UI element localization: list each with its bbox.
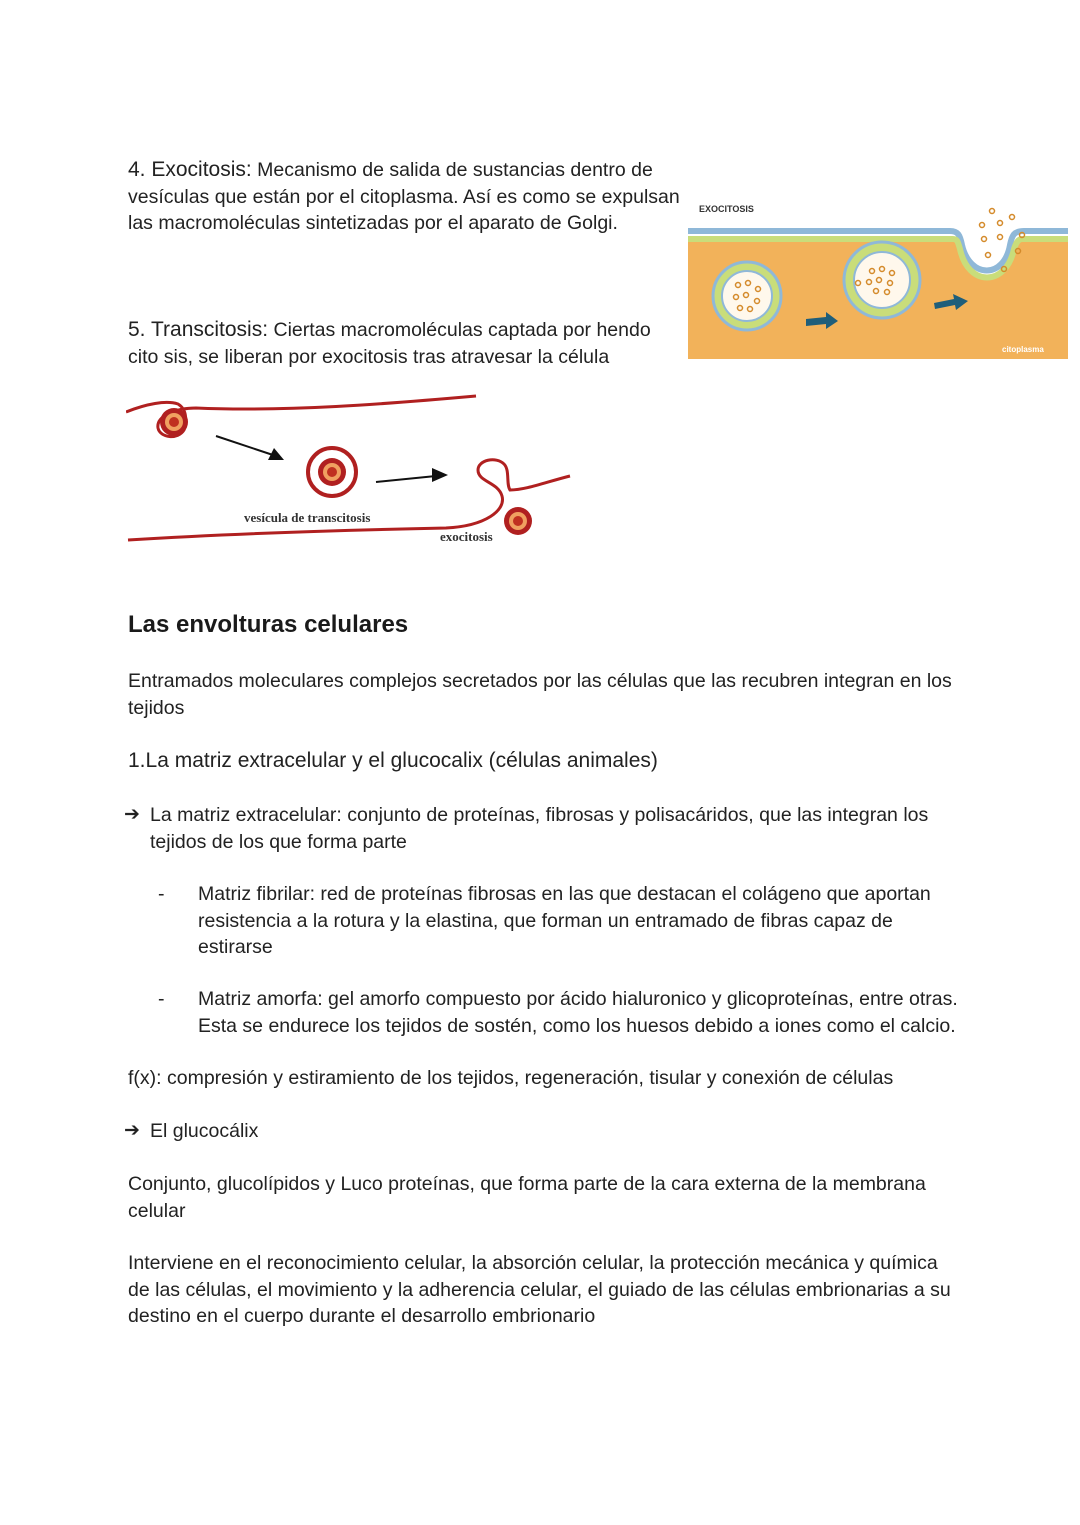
exocytosis-figure [688,195,1068,361]
arrow-bullet-icon: ➔ [124,1120,140,1141]
dash-marker: - [158,883,165,905]
bullet-glyco-text: El glucocálix [150,1120,259,1142]
vesicle-label: vesícula de transcitosis [244,510,371,525]
dash-fibrilar-text: Matriz fibrilar: red de proteínas fibrosas en las que destacan el colágeno que aportan resistencia a la rotura y la elastina, que forman un entramado de fibras capaz de estirarse [198,883,931,958]
arrow-bullet-icon: ➔ [124,804,140,825]
bullet-glyco [124,1118,954,1145]
transcytosis-vesicle [308,448,356,496]
particle-icon [504,507,532,535]
exocytosis-paragraph [128,157,680,237]
glyco-roles: Interviene en el reconocimiento celular, la absorción celular, la protección mecánica y química de las células, el movimiento y la adherencia celular, el guiado de las células embrionarias a su destino en el cuerpo durante el desarrollo embrionario [128,1252,951,1327]
exocytosis-lead: 4. Exocitosis: [128,158,252,181]
exocytosis-text: Mecanismo de salida de sustancias dentro de vesículas que están por el citoplasma. Así es como se expulsan las macromoléculas sintetizadas por el aparato de Golgi. [128,159,680,234]
exocytosis-figure-title: EXOCITOSIS [699,204,754,214]
transcytosis-text: Ciertas macromoléculas captada por hendo cito sis, se liberan por exocitosis tras atravesar la célula [128,319,651,368]
section-subtitle: 1.La matriz extracelular y el glucocalix (células animales) [128,749,658,772]
section-intro: Entramados moleculares complejos secretados por las células que las recubren integran en los tejidos [128,670,952,719]
exocytosis-label: exocitosis [440,529,493,544]
transcytosis-paragraph [128,317,680,370]
particle-icon [160,408,188,436]
bullet-matrix [124,802,954,855]
dash-amorfa-text: Matriz amorfa: gel amorfo compuesto por ácido hialuronico y glicoproteínas, entre otras. Esta se endurece los tejidos de sostén, como los huesos debido a iones como el calcio. [198,988,958,1037]
section-title: Las envolturas celulares [128,611,409,638]
glyco-definition: Conjunto, glucolípidos y Luco proteínas, que forma parte de la cara externa de la membrana celular [128,1173,926,1222]
dash-amorfa [158,986,958,1039]
bullet-matrix-text: La matriz extracelular: conjunto de proteínas, fibrosas y polisacáridos, que las integran los tejidos de los que forma parte [150,804,929,853]
transcytosis-lead: 5. Transcitosis: [128,318,269,341]
cytoplasm-label: citoplasma [1002,345,1044,354]
function-line: f(x): compresión y estiramiento de los tejidos, regeneración, tisular y conexión de células [128,1067,894,1089]
dash-marker: - [158,988,165,1010]
arrow-icon [432,468,448,482]
dash-fibrilar [158,881,958,961]
transcytosis-figure [126,390,572,550]
